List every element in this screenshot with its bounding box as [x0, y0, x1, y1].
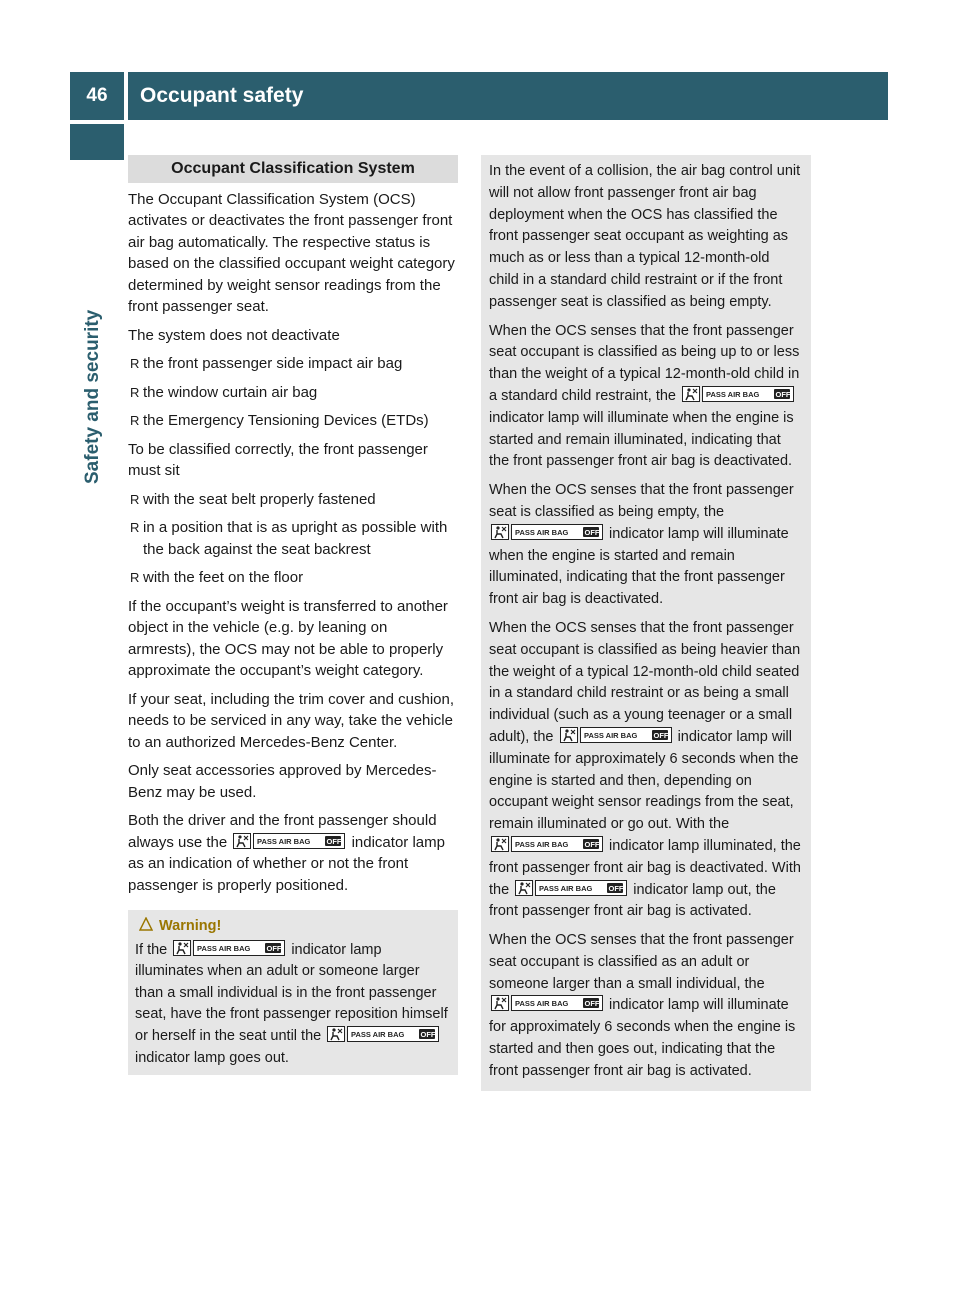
- list-item: R the Emergency Tensioning Devices (ETDs): [128, 410, 458, 432]
- info-text: When the OCS senses that the front passenger seat occupant is classified as being up to or less than the weight of a typical 12-month-old child in a standard child restraint, the: [489, 322, 800, 404]
- warning-title-text: Warning!: [159, 918, 222, 934]
- info-text: When the OCS senses that the front passenger seat is classified as being empty, the: [489, 482, 794, 520]
- svg-text:PASS AIR BAG: PASS AIR BAG: [539, 883, 593, 893]
- list-item: R the window curtain air bag: [128, 382, 458, 404]
- passenger-airbag-off-icon: [327, 1026, 439, 1042]
- both-text: [128, 810, 458, 896]
- info-paragraph: [489, 321, 803, 474]
- info-text: indicator lamp will illuminate for approximately 6 seconds when the engine is started and then, depending on occupant weight sensor readings from the seat, remain illuminated or go out. With the: [489, 728, 799, 833]
- info-paragraph: [489, 480, 803, 611]
- svg-text:OFF: OFF: [608, 883, 624, 893]
- passenger-airbag-off-icon: [491, 995, 603, 1011]
- svg-text:PASS AIR BAG: PASS AIR BAG: [257, 836, 311, 846]
- svg-text:OFF: OFF: [326, 836, 342, 846]
- both-text-b: indicator lamp as an indication of whether or not the front passenger is properly positioned.: [128, 833, 445, 894]
- left-column: [128, 155, 458, 1075]
- svg-text:PASS AIR BAG: PASS AIR BAG: [583, 730, 637, 740]
- passenger-airbag-off-icon: [491, 836, 603, 852]
- info-box: [481, 155, 811, 1091]
- svg-text:PASS AIR BAG: PASS AIR BAG: [515, 999, 569, 1009]
- passenger-airbag-off-icon: [491, 524, 603, 540]
- svg-text:PASS AIR BAG: PASS AIR BAG: [197, 943, 251, 953]
- side-tab-block: [70, 124, 124, 160]
- info-text: indicator lamp out, the front passenger front air bag is activated.: [489, 881, 776, 920]
- both-text-a: Both the driver and the front passenger should always use the: [128, 812, 437, 851]
- info-paragraph: [489, 930, 803, 1083]
- svg-text:OFF: OFF: [266, 943, 282, 953]
- passenger-airbag-off-icon: [682, 386, 794, 402]
- list-item: R the front passenger side impact air bag: [128, 353, 458, 375]
- passenger-airbag-off-icon: [560, 727, 672, 743]
- list-item: R in a position that is as upright as possible with the back against the seat backrest: [128, 517, 458, 560]
- section-heading: Occupant Classification System: [128, 155, 458, 183]
- passenger-airbag-off-icon: [233, 833, 345, 849]
- warning-triangle-icon: [139, 917, 153, 931]
- info-text: indicator lamp illuminated, the front passenger front air bag is deactivated. With the: [489, 837, 801, 898]
- svg-text:PASS AIR BAG: PASS AIR BAG: [515, 839, 569, 849]
- svg-text:PASS AIR BAG: PASS AIR BAG: [515, 527, 569, 537]
- info-text: When the OCS senses that the front passenger seat occupant is classified as being heavier than the weight of a typical 12-month-old child seated in a standard child restraint or as being a small individual (such as a young teenager or a small adult), the: [489, 619, 801, 745]
- info-text: indicator lamp will illuminate when the engine is started and remain illuminated, indicating that the front passenger front air bag is deactivated.: [489, 409, 794, 470]
- svg-text:OFF: OFF: [653, 730, 669, 740]
- weight-transfer-text: If the occupant’s weight is transferred to another object in the vehicle (e.g. by leaning on armrests), the OCS may not be able to properly approximate the occupant’s weight category.: [128, 597, 448, 679]
- warning-text: [135, 940, 450, 1070]
- info-text: indicator lamp will illuminate when the engine is started and remain illuminated, indicating that the front passenger front air bag is deactivated.: [489, 525, 789, 608]
- info-text: When the OCS senses that the front passenger seat occupant is classified as an adult or someone larger than a small individual, the: [489, 932, 794, 992]
- svg-text:OFF: OFF: [420, 1029, 436, 1039]
- side-tab-label: Safety and security: [82, 309, 103, 484]
- list-item: R with the feet on the floor: [128, 567, 458, 589]
- list-item: R with the seat belt properly fastened: [128, 489, 458, 511]
- info-paragraph: In the event of a collision, the air bag control unit will not allow front passenger front air bag deployment when the OCS has classified the front passenger seat occupant as weighting as much as or less than a typical 12-month-old child in a standard child restraint or if the front passenger seat is classified as being empty.: [489, 163, 801, 310]
- page-number: 46: [70, 72, 124, 120]
- svg-text:OFF: OFF: [584, 999, 600, 1009]
- not-deactivate-lead: The system does not deactivate: [128, 326, 340, 344]
- info-paragraph: [489, 618, 803, 923]
- warning-text-a: If the: [135, 941, 168, 958]
- warning-box: [128, 910, 458, 1075]
- passenger-airbag-off-icon: [515, 880, 627, 896]
- svg-text:PASS AIR BAG: PASS AIR BAG: [706, 389, 760, 399]
- warning-title: [135, 916, 450, 938]
- accessories-text: Only seat accessories approved by Mercedes-Benz may be used.: [128, 762, 437, 801]
- svg-text:OFF: OFF: [584, 839, 600, 849]
- warning-text-b: indicator lamp illuminates when an adult or someone larger than a small individual is in the front passenger seat, have the front passenger reposition himself or herself in the seat until the: [135, 941, 448, 1044]
- passenger-airbag-off-icon: [173, 940, 285, 956]
- ocs-intro: The Occupant Classification System (OCS) activates or deactivates the front passenger front air bag automatically. The respective status is based on the classified occupant weight category determined by weight sensor readings from the front passenger seat.: [128, 190, 455, 315]
- classified-lead: To be classified correctly, the front passenger must sit: [128, 440, 428, 479]
- right-column: [481, 155, 811, 1091]
- info-text: indicator lamp will illuminate for approximately 6 seconds when the engine is started and then goes out, indicating that the front passenger front air bag is activated.: [489, 997, 796, 1079]
- svg-text:OFF: OFF: [775, 389, 791, 399]
- page-title: Occupant safety: [128, 72, 888, 120]
- warning-text-c: indicator lamp goes out.: [135, 1049, 289, 1066]
- service-text: If your seat, including the trim cover and cushion, needs to be serviced in any way, take the vehicle to an authorized Mercedes-Benz Center.: [128, 690, 455, 751]
- svg-text:PASS AIR BAG: PASS AIR BAG: [351, 1029, 405, 1039]
- svg-text:OFF: OFF: [584, 527, 600, 537]
